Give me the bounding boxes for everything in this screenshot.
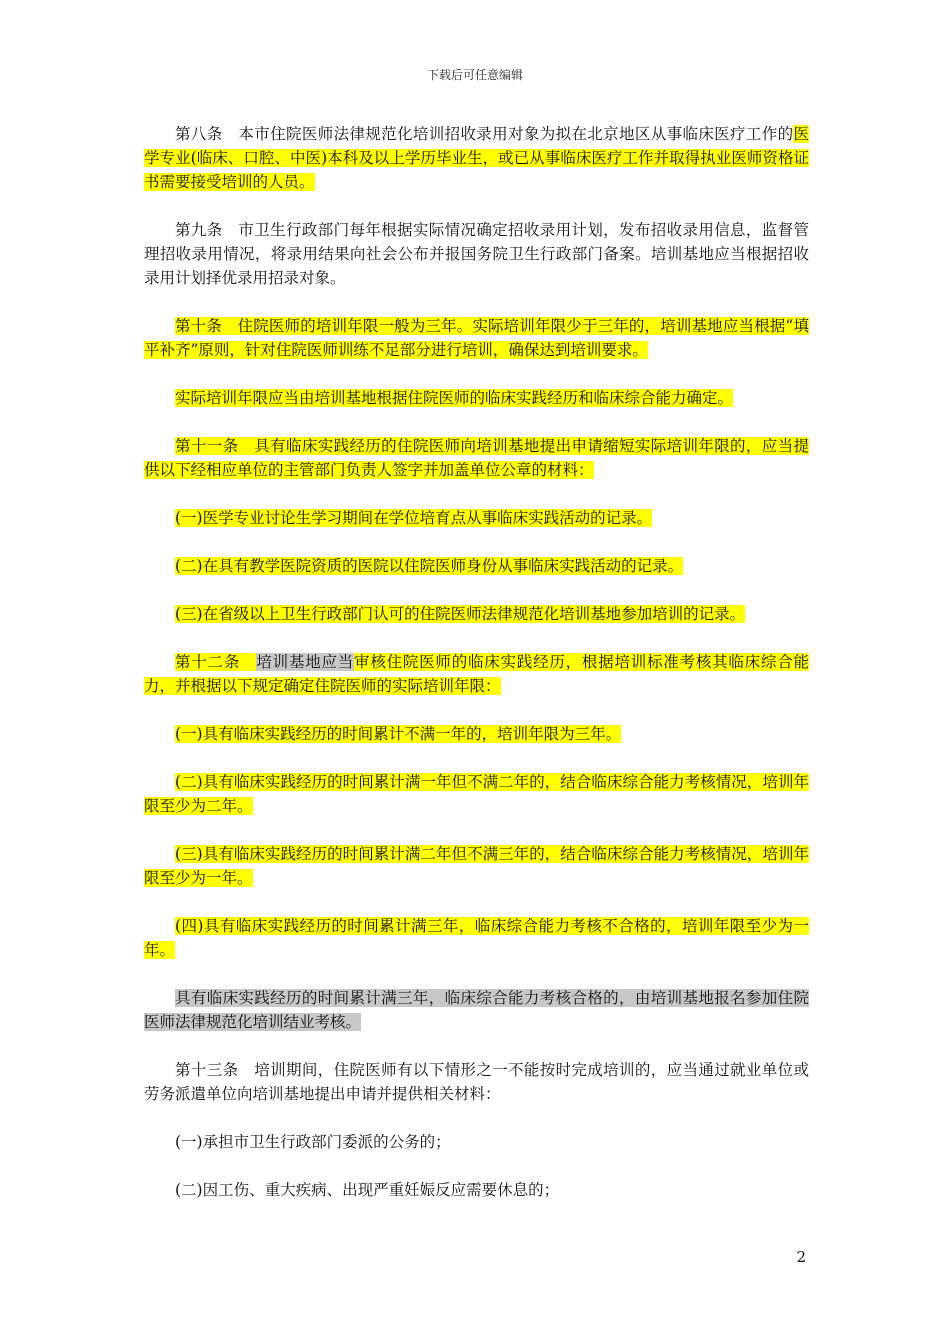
highlighted-text: 第十条 住院医师的培训年限一般为三年。实际培训年限少于三年的，培训基地应当根据“填平补齐”原则，针对住院医师训练不足部分进行培训，确保达到培训要求。 [144,317,809,359]
highlighted-text: (一)医学专业讨论生学习期间在学位培育点从事临床实践活动的记录。 [175,509,653,527]
paragraph [144,506,809,530]
paragraph [144,650,809,698]
highlighted-text: (一)具有临床实践经历的时间累计不满一年的，培训年限为三年。 [175,725,622,743]
paragraph [144,122,809,194]
document-body [144,122,809,1226]
highlighted-text: 实际培训年限应当由培训基地根据住院医师的临床实践经历和临床综合能力确定。 [175,389,734,407]
highlighted-text: 医学专业(临床、口腔、中医)本科及以上学历毕业生，或已从事临床医疗工作并取得执业医师资格证书需要接受培训的人员。 [144,125,809,191]
text-segment: (二)因工伤、重大疾病、出现严重妊娠反应需要休息的； [175,1181,560,1199]
highlighted-text: (三)具有临床实践经历的时间累计满二年但不满三年的，结合临床综合能力考核情况，培训年限至少为一年。 [144,845,809,887]
highlighted-text: 培训基地应当 [256,653,355,671]
page-number: 2 [796,1248,806,1266]
text-segment: 第八条 本市住院医师法律规范化培训招收录用对象为拟在北京地区从事临床医疗工作的 [175,125,794,143]
paragraph [144,986,809,1034]
paragraph [144,722,809,746]
highlighted-text: (三)在省级以上卫生行政部门认可的住院医师法律规范化培训基地参加培训的记录。 [175,605,746,623]
text-segment: 第十三条 培训期间，住院医师有以下情形之一不能按时完成培训的，应当通过就业单位或劳务派遣单位向培训基地提出申请并提供相关材料： [144,1061,809,1103]
highlighted-text: 审核住院医师的临床实践经历，根据培训标准考核其临床综合能力，并根据以下规定确定住院医师的实际培训年限： [144,653,809,695]
paragraph [144,914,809,962]
highlighted-text: 第十二条 [175,653,257,671]
page-header: 下载后可任意编辑 [426,68,523,82]
highlighted-text: 第十一条 具有临床实践经历的住院医师向培训基地提出申请缩短实际培训年限的，应当提供以下经相应单位的主管部门负责人签字并加盖单位公章的材料： [144,437,809,479]
paragraph [144,554,809,578]
text-segment: 第九条 市卫生行政部门每年根据实际情况确定招收录用计划，发布招收录用信息，监督管理招收录用情况，将录用结果向社会公布并报国务院卫生行政部门备案。培训基地应当根据招收录用计划择优录用招录对象。 [144,221,809,287]
paragraph [144,770,809,818]
paragraph [144,1058,809,1106]
highlighted-text: (二)具有临床实践经历的时间累计满一年但不满二年的，结合临床综合能力考核情况，培训年限至少为二年。 [144,773,809,815]
highlighted-text: (二)在具有教学医院资质的医院以住院医师身份从事临床实践活动的记录。 [175,557,684,575]
highlighted-text: 具有临床实践经历的时间累计满三年，临床综合能力考核合格的，由培训基地报名参加住院医师法律规范化培训结业考核。 [144,989,809,1031]
paragraph [144,434,809,482]
highlighted-text: (四)具有临床实践经历的时间累计满三年，临床综合能力考核不合格的，培训年限至少为一年。 [144,917,809,959]
paragraph [144,314,809,362]
paragraph [144,386,809,410]
paragraph [144,602,809,626]
paragraph [144,1130,809,1154]
paragraph [144,1178,809,1202]
paragraph [144,842,809,890]
text-segment: (一)承担市卫生行政部门委派的公务的； [175,1133,451,1151]
paragraph [144,218,809,290]
